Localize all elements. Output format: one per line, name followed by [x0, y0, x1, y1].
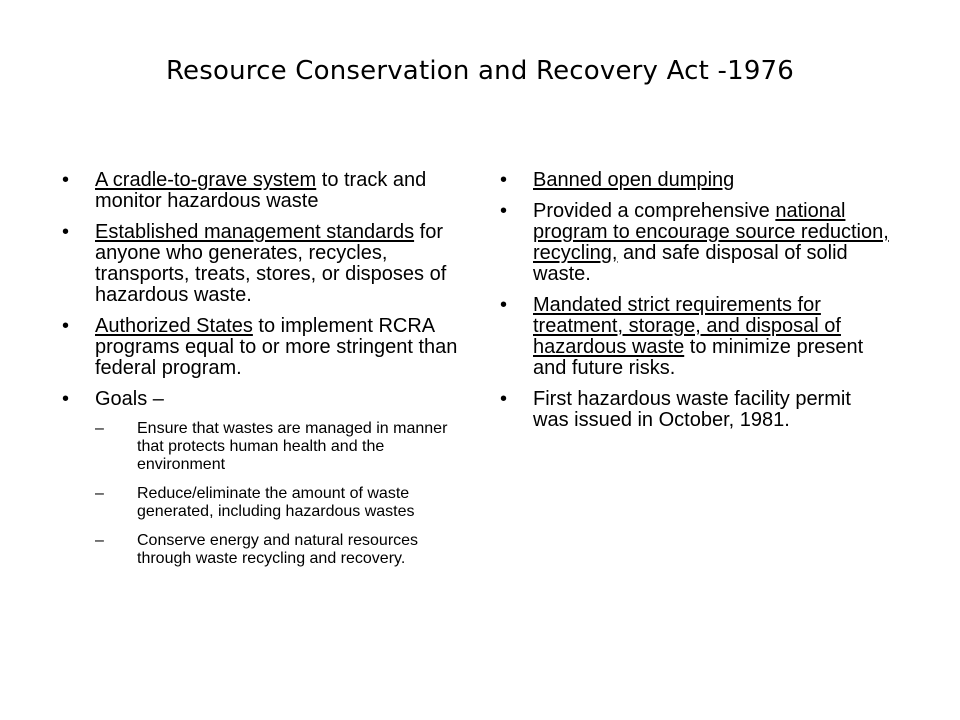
underlined-phrase: national program to encourage source reduction, recycling,: [533, 200, 889, 264]
dash-marker: –: [95, 485, 104, 502]
underlined-phrase: Banned open dumping: [533, 169, 735, 191]
item-text: for anyone who generates, recycles, transports, treats, stores, or disposes of hazardous waste.: [95, 221, 447, 306]
item-text: and safe disposal of solid waste.: [533, 242, 848, 285]
dash-marker: –: [95, 532, 104, 549]
list-item-goals: [62, 389, 462, 568]
list-item: [62, 222, 462, 306]
list-item: [500, 201, 890, 285]
sub-item-text: Conserve energy and natural resources through waste recycling and recovery.: [137, 532, 419, 567]
sub-list-item: [95, 532, 462, 568]
left-bullet-list: [62, 170, 462, 568]
sub-item-text: Reduce/eliminate the amount of waste generated, including hazardous wastes: [137, 485, 415, 520]
slide-title: Resource Conservation and Recovery Act -1976: [165, 56, 795, 86]
right-column: [500, 170, 890, 441]
item-text: to minimize present and future risks.: [533, 336, 864, 379]
underlined-phrase: Established management standards: [95, 221, 415, 243]
list-item: [500, 170, 890, 191]
underlined-phrase: A cradle-to-grave system: [95, 169, 317, 191]
dash-marker: –: [95, 420, 104, 437]
underlined-phrase: Mandated strict requirements for treatment, storage, and disposal of hazardous waste: [533, 294, 841, 358]
sub-item-text: Ensure that wastes are managed in manner that protects human health and the environment: [137, 420, 448, 473]
right-bullet-list: [500, 170, 890, 431]
goals-sublist: [95, 420, 462, 568]
left-column: [62, 170, 462, 579]
bullet-marker: •: [500, 388, 508, 410]
underlined-phrase: Authorized States: [95, 315, 253, 337]
bullet-marker: •: [500, 200, 508, 222]
list-item: [62, 170, 462, 212]
bullet-marker: •: [62, 315, 70, 337]
list-item: [62, 316, 462, 379]
bullet-marker: •: [62, 169, 70, 191]
sub-list-item: [95, 485, 462, 521]
sub-list-item: [95, 420, 462, 474]
list-item: [500, 295, 890, 379]
list-item: [500, 389, 890, 431]
item-text: First hazardous waste facility permit was issued in October, 1981.: [533, 388, 851, 431]
item-text: Goals –: [95, 388, 164, 410]
bullet-marker: •: [500, 294, 508, 316]
item-text: to track and monitor hazardous waste: [95, 169, 427, 212]
bullet-marker: •: [500, 169, 508, 191]
bullet-marker: •: [62, 388, 70, 410]
item-text: Provided a comprehensive: [533, 200, 776, 222]
bullet-marker: •: [62, 221, 70, 243]
item-text: to implement RCRA programs equal to or more stringent than federal program.: [95, 315, 458, 379]
